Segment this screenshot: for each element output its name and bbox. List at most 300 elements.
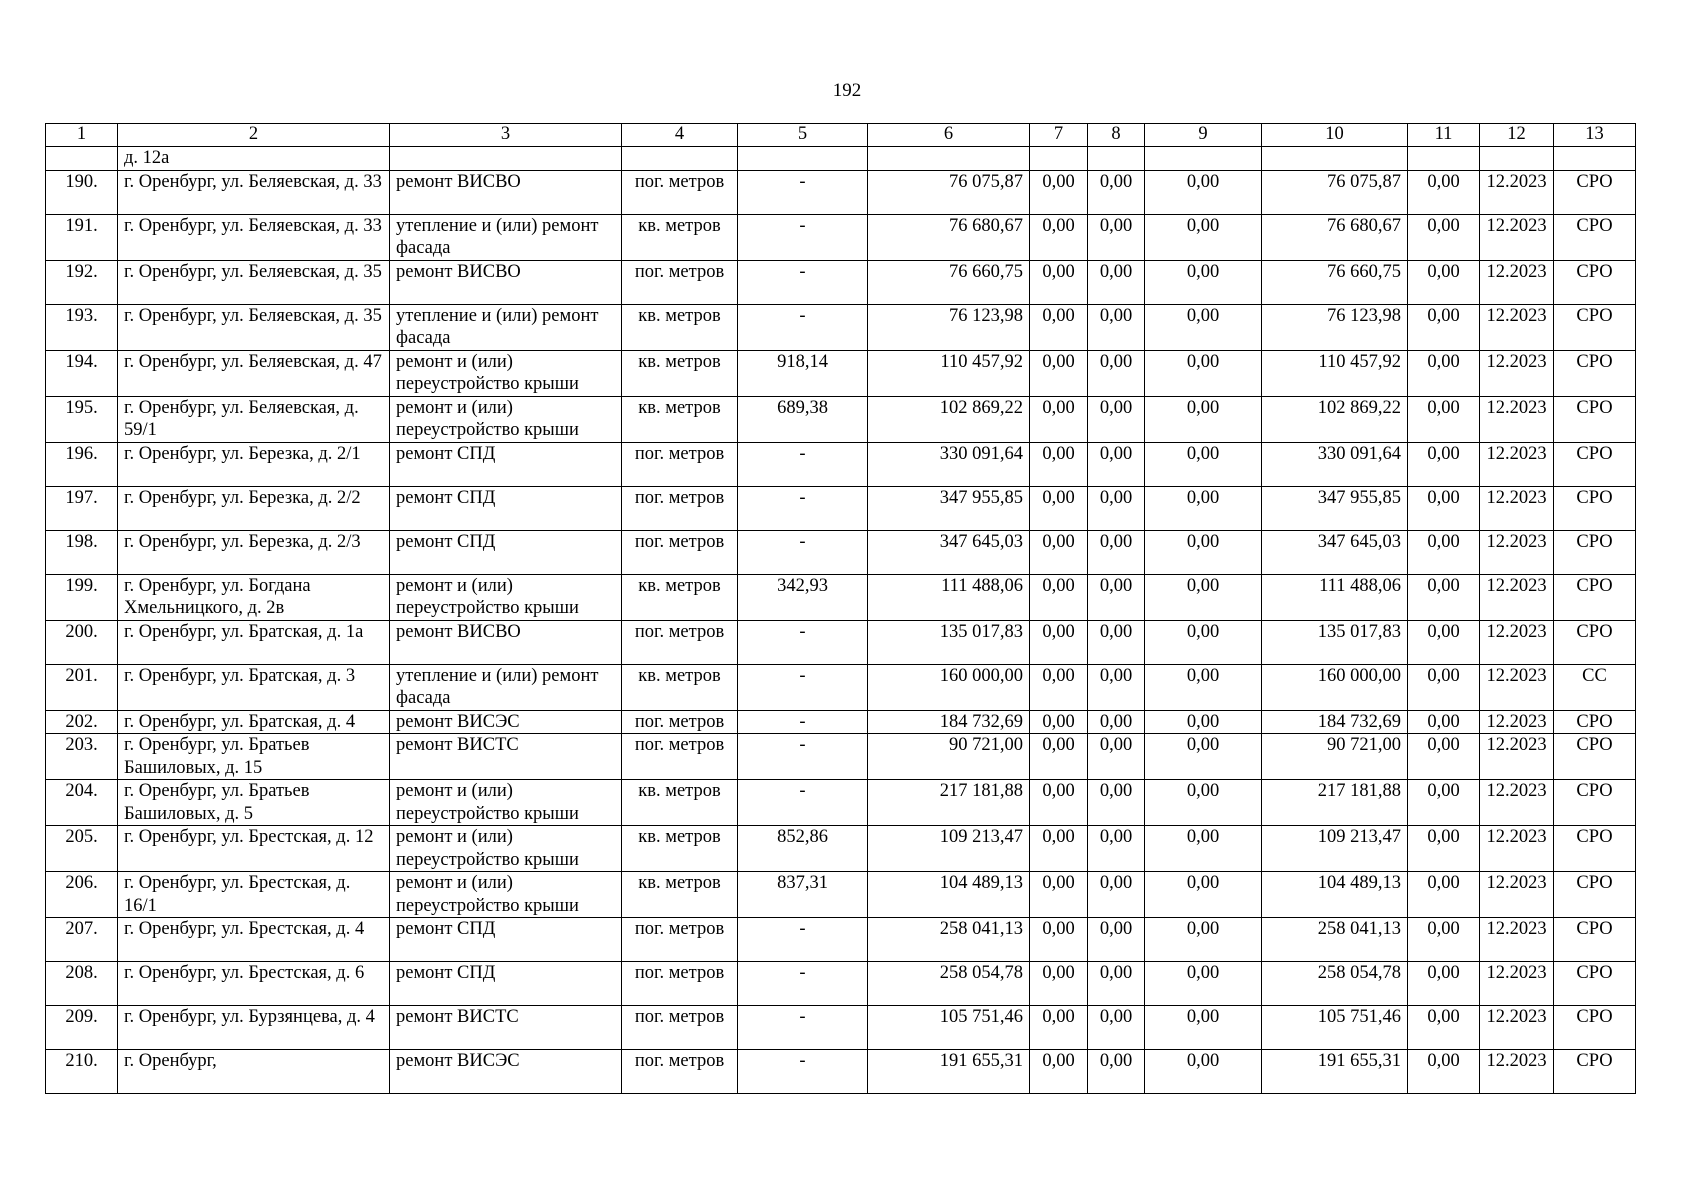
quantity: 918,14: [738, 350, 868, 396]
col11-value: 0,00: [1408, 826, 1480, 872]
total-cost: 105 751,46: [868, 1006, 1030, 1050]
total-cost: 135 017,83: [868, 620, 1030, 664]
row-number: 210.: [46, 1050, 118, 1094]
table-row: [46, 396, 1636, 442]
col7-value: 0,00: [1030, 780, 1088, 826]
col7-value: 0,00: [1030, 304, 1088, 350]
work-type: ремонт и (или) переустройство крыши: [390, 396, 622, 442]
quantity: -: [738, 442, 868, 486]
col11-value: 0,00: [1408, 350, 1480, 396]
row-number: [46, 147, 118, 171]
col7-value: 0,00: [1030, 1050, 1088, 1094]
column-header: 3: [390, 124, 622, 147]
table-row: [46, 918, 1636, 962]
col8-value: 0,00: [1088, 1050, 1145, 1094]
col8-value: 0,00: [1088, 710, 1145, 734]
table-row: [46, 1006, 1636, 1050]
unit: кв. метров: [622, 214, 738, 260]
work-type: ремонт и (или) переустройство крыши: [390, 780, 622, 826]
address: г. Оренбург, ул. Беляевская, д. 33: [118, 170, 390, 214]
table-row: [46, 620, 1636, 664]
total-cost: 109 213,47: [868, 826, 1030, 872]
col11-value: 0,00: [1408, 664, 1480, 710]
method: СРО: [1554, 170, 1636, 214]
work-type: ремонт СПД: [390, 530, 622, 574]
col8-value: 0,00: [1088, 734, 1145, 780]
col10-value: [1262, 147, 1408, 171]
col10-value: 330 091,64: [1262, 442, 1408, 486]
col8-value: 0,00: [1088, 918, 1145, 962]
address: г. Оренбург, ул. Беляевская, д. 47: [118, 350, 390, 396]
quantity: -: [738, 664, 868, 710]
quantity: -: [738, 1050, 868, 1094]
address: г. Оренбург, ул. Братьев Башиловых, д. 5: [118, 780, 390, 826]
col8-value: 0,00: [1088, 664, 1145, 710]
address: г. Оренбург, ул. Беляевская, д. 35: [118, 260, 390, 304]
col8-value: 0,00: [1088, 442, 1145, 486]
column-header: 13: [1554, 124, 1636, 147]
col9-value: 0,00: [1145, 962, 1262, 1006]
row-number: 208.: [46, 962, 118, 1006]
total-cost: 330 091,64: [868, 442, 1030, 486]
col7-value: [1030, 147, 1088, 171]
col11-value: 0,00: [1408, 396, 1480, 442]
unit: пог. метров: [622, 620, 738, 664]
quantity: -: [738, 734, 868, 780]
method: СРО: [1554, 396, 1636, 442]
completion-date: 12.2023: [1480, 574, 1554, 620]
col10-value: 76 680,67: [1262, 214, 1408, 260]
col7-value: 0,00: [1030, 574, 1088, 620]
row-number: 195.: [46, 396, 118, 442]
total-cost: 90 721,00: [868, 734, 1030, 780]
completion-date: [1480, 147, 1554, 171]
quantity: -: [738, 486, 868, 530]
col11-value: 0,00: [1408, 918, 1480, 962]
col9-value: 0,00: [1145, 530, 1262, 574]
work-type: ремонт ВИСВО: [390, 170, 622, 214]
col8-value: 0,00: [1088, 396, 1145, 442]
method: СРО: [1554, 1050, 1636, 1094]
total-cost: 76 680,67: [868, 214, 1030, 260]
table-row: [46, 442, 1636, 486]
quantity: -: [738, 260, 868, 304]
col10-value: 90 721,00: [1262, 734, 1408, 780]
address: г. Оренбург, ул. Брестская, д. 4: [118, 918, 390, 962]
work-type: ремонт ВИСТС: [390, 1006, 622, 1050]
col10-value: 258 054,78: [1262, 962, 1408, 1006]
address: г. Оренбург, ул. Богдана Хмельницкого, д. 2в: [118, 574, 390, 620]
address: г. Оренбург, ул. Березка, д. 2/3: [118, 530, 390, 574]
method: СРО: [1554, 734, 1636, 780]
completion-date: 12.2023: [1480, 734, 1554, 780]
completion-date: 12.2023: [1480, 396, 1554, 442]
row-number: 197.: [46, 486, 118, 530]
col11-value: 0,00: [1408, 214, 1480, 260]
method: СРО: [1554, 918, 1636, 962]
unit: пог. метров: [622, 710, 738, 734]
completion-date: 12.2023: [1480, 530, 1554, 574]
col10-value: 135 017,83: [1262, 620, 1408, 664]
col10-value: 76 123,98: [1262, 304, 1408, 350]
table-row: [46, 530, 1636, 574]
completion-date: 12.2023: [1480, 304, 1554, 350]
column-header: 7: [1030, 124, 1088, 147]
total-cost: 102 869,22: [868, 396, 1030, 442]
col9-value: 0,00: [1145, 664, 1262, 710]
col8-value: 0,00: [1088, 962, 1145, 1006]
quantity: -: [738, 214, 868, 260]
col11-value: 0,00: [1408, 780, 1480, 826]
unit: кв. метров: [622, 780, 738, 826]
unit: [622, 147, 738, 171]
unit: пог. метров: [622, 734, 738, 780]
col10-value: 104 489,13: [1262, 872, 1408, 918]
col11-value: 0,00: [1408, 1006, 1480, 1050]
method: СРО: [1554, 260, 1636, 304]
col7-value: 0,00: [1030, 710, 1088, 734]
row-number: 193.: [46, 304, 118, 350]
row-number: 196.: [46, 442, 118, 486]
col7-value: 0,00: [1030, 170, 1088, 214]
method: СРО: [1554, 574, 1636, 620]
method: [1554, 147, 1636, 171]
quantity: -: [738, 962, 868, 1006]
col7-value: 0,00: [1030, 350, 1088, 396]
col9-value: [1145, 147, 1262, 171]
col9-value: 0,00: [1145, 918, 1262, 962]
unit: кв. метров: [622, 350, 738, 396]
unit: пог. метров: [622, 1050, 738, 1094]
work-type: ремонт и (или) переустройство крыши: [390, 826, 622, 872]
address: г. Оренбург, ул. Беляевская, д. 33: [118, 214, 390, 260]
column-header: 1: [46, 124, 118, 147]
completion-date: 12.2023: [1480, 1006, 1554, 1050]
column-header: 12: [1480, 124, 1554, 147]
address: г. Оренбург, ул. Братьев Башиловых, д. 15: [118, 734, 390, 780]
col11-value: 0,00: [1408, 530, 1480, 574]
work-type: ремонт и (или) переустройство крыши: [390, 872, 622, 918]
col10-value: 110 457,92: [1262, 350, 1408, 396]
program-table: [45, 123, 1636, 1094]
column-number-row: [46, 124, 1636, 147]
method: СРО: [1554, 1006, 1636, 1050]
quantity: 689,38: [738, 396, 868, 442]
table-body: [46, 147, 1636, 1094]
completion-date: 12.2023: [1480, 918, 1554, 962]
work-type: утепление и (или) ремонт фасада: [390, 664, 622, 710]
col11-value: 0,00: [1408, 1050, 1480, 1094]
quantity: -: [738, 918, 868, 962]
col9-value: 0,00: [1145, 620, 1262, 664]
col7-value: 0,00: [1030, 826, 1088, 872]
table-row: [46, 1050, 1636, 1094]
col7-value: 0,00: [1030, 734, 1088, 780]
work-type: ремонт и (или) переустройство крыши: [390, 574, 622, 620]
col8-value: 0,00: [1088, 350, 1145, 396]
method: СРО: [1554, 780, 1636, 826]
col10-value: 111 488,06: [1262, 574, 1408, 620]
col8-value: 0,00: [1088, 304, 1145, 350]
column-header: 9: [1145, 124, 1262, 147]
work-type: ремонт ВИСВО: [390, 260, 622, 304]
column-header: 5: [738, 124, 868, 147]
completion-date: 12.2023: [1480, 780, 1554, 826]
quantity: -: [738, 530, 868, 574]
unit: пог. метров: [622, 170, 738, 214]
row-number: 205.: [46, 826, 118, 872]
total-cost: 347 645,03: [868, 530, 1030, 574]
unit: пог. метров: [622, 260, 738, 304]
row-number: 192.: [46, 260, 118, 304]
col10-value: 76 075,87: [1262, 170, 1408, 214]
method: СРО: [1554, 304, 1636, 350]
col8-value: [1088, 147, 1145, 171]
col10-value: 160 000,00: [1262, 664, 1408, 710]
col7-value: 0,00: [1030, 962, 1088, 1006]
table-row: [46, 826, 1636, 872]
row-number: 202.: [46, 710, 118, 734]
col9-value: 0,00: [1145, 170, 1262, 214]
quantity: 837,31: [738, 872, 868, 918]
col9-value: 0,00: [1145, 304, 1262, 350]
table-row: [46, 147, 1636, 171]
address: г. Оренбург, ул. Березка, д. 2/2: [118, 486, 390, 530]
unit: пог. метров: [622, 1006, 738, 1050]
table-row: [46, 872, 1636, 918]
col9-value: 0,00: [1145, 1050, 1262, 1094]
method: СРО: [1554, 962, 1636, 1006]
quantity: 852,86: [738, 826, 868, 872]
unit: кв. метров: [622, 396, 738, 442]
col9-value: 0,00: [1145, 710, 1262, 734]
row-number: 198.: [46, 530, 118, 574]
table-row: [46, 170, 1636, 214]
col10-value: 76 660,75: [1262, 260, 1408, 304]
address: г. Оренбург, ул. Братская, д. 3: [118, 664, 390, 710]
col11-value: 0,00: [1408, 710, 1480, 734]
unit: кв. метров: [622, 304, 738, 350]
address: г. Оренбург, ул. Бурзянцева, д. 4: [118, 1006, 390, 1050]
col7-value: 0,00: [1030, 664, 1088, 710]
col11-value: 0,00: [1408, 260, 1480, 304]
method: СС: [1554, 664, 1636, 710]
col11-value: 0,00: [1408, 734, 1480, 780]
quantity: -: [738, 710, 868, 734]
work-type: ремонт СПД: [390, 486, 622, 530]
method: СРО: [1554, 214, 1636, 260]
col9-value: 0,00: [1145, 260, 1262, 304]
col8-value: 0,00: [1088, 170, 1145, 214]
total-cost: 76 660,75: [868, 260, 1030, 304]
col11-value: [1408, 147, 1480, 171]
quantity: [738, 147, 868, 171]
col11-value: 0,00: [1408, 574, 1480, 620]
table-row: [46, 350, 1636, 396]
col11-value: 0,00: [1408, 620, 1480, 664]
address: г. Оренбург, ул. Брестская, д. 16/1: [118, 872, 390, 918]
col8-value: 0,00: [1088, 620, 1145, 664]
quantity: -: [738, 170, 868, 214]
col9-value: 0,00: [1145, 486, 1262, 530]
address: г. Оренбург, ул. Березка, д. 2/1: [118, 442, 390, 486]
column-header: 4: [622, 124, 738, 147]
col9-value: 0,00: [1145, 214, 1262, 260]
work-type: ремонт СПД: [390, 918, 622, 962]
row-number: 209.: [46, 1006, 118, 1050]
completion-date: 12.2023: [1480, 170, 1554, 214]
col8-value: 0,00: [1088, 1006, 1145, 1050]
col8-value: 0,00: [1088, 826, 1145, 872]
total-cost: 160 000,00: [868, 664, 1030, 710]
row-number: 199.: [46, 574, 118, 620]
total-cost: 111 488,06: [868, 574, 1030, 620]
table-row: [46, 486, 1636, 530]
method: СРО: [1554, 486, 1636, 530]
table-row: [46, 734, 1636, 780]
unit: кв. метров: [622, 872, 738, 918]
col7-value: 0,00: [1030, 214, 1088, 260]
method: СРО: [1554, 530, 1636, 574]
col10-value: 191 655,31: [1262, 1050, 1408, 1094]
col7-value: 0,00: [1030, 260, 1088, 304]
column-header: 10: [1262, 124, 1408, 147]
col9-value: 0,00: [1145, 442, 1262, 486]
col7-value: 0,00: [1030, 872, 1088, 918]
column-header: 11: [1408, 124, 1480, 147]
col10-value: 184 732,69: [1262, 710, 1408, 734]
method: СРО: [1554, 350, 1636, 396]
col8-value: 0,00: [1088, 260, 1145, 304]
row-number: 194.: [46, 350, 118, 396]
col9-value: 0,00: [1145, 826, 1262, 872]
col9-value: 0,00: [1145, 780, 1262, 826]
total-cost: 191 655,31: [868, 1050, 1030, 1094]
work-type: ремонт СПД: [390, 442, 622, 486]
unit: кв. метров: [622, 826, 738, 872]
unit: кв. метров: [622, 574, 738, 620]
total-cost: 104 489,13: [868, 872, 1030, 918]
completion-date: 12.2023: [1480, 214, 1554, 260]
completion-date: 12.2023: [1480, 486, 1554, 530]
unit: пог. метров: [622, 442, 738, 486]
address: г. Оренбург, ул. Братская, д. 1а: [118, 620, 390, 664]
address: г. Оренбург,: [118, 1050, 390, 1094]
column-header: 2: [118, 124, 390, 147]
method: СРО: [1554, 710, 1636, 734]
unit: пог. метров: [622, 530, 738, 574]
col8-value: 0,00: [1088, 872, 1145, 918]
total-cost: 184 732,69: [868, 710, 1030, 734]
col7-value: 0,00: [1030, 442, 1088, 486]
column-header: 6: [868, 124, 1030, 147]
completion-date: 12.2023: [1480, 872, 1554, 918]
col7-value: 0,00: [1030, 918, 1088, 962]
work-type: ремонт СПД: [390, 962, 622, 1006]
method: СРО: [1554, 620, 1636, 664]
col10-value: 347 955,85: [1262, 486, 1408, 530]
completion-date: 12.2023: [1480, 620, 1554, 664]
table-row: [46, 962, 1636, 1006]
col9-value: 0,00: [1145, 396, 1262, 442]
col10-value: 347 645,03: [1262, 530, 1408, 574]
col9-value: 0,00: [1145, 872, 1262, 918]
table-row: [46, 304, 1636, 350]
method: СРО: [1554, 872, 1636, 918]
total-cost: 76 075,87: [868, 170, 1030, 214]
total-cost: 347 955,85: [868, 486, 1030, 530]
col10-value: 109 213,47: [1262, 826, 1408, 872]
col7-value: 0,00: [1030, 486, 1088, 530]
total-cost: 217 181,88: [868, 780, 1030, 826]
completion-date: 12.2023: [1480, 1050, 1554, 1094]
quantity: 342,93: [738, 574, 868, 620]
completion-date: 12.2023: [1480, 350, 1554, 396]
table-row: [46, 574, 1636, 620]
method: СРО: [1554, 826, 1636, 872]
completion-date: 12.2023: [1480, 826, 1554, 872]
total-cost: [868, 147, 1030, 171]
row-number: 191.: [46, 214, 118, 260]
row-number: 201.: [46, 664, 118, 710]
col10-value: 258 041,13: [1262, 918, 1408, 962]
col8-value: 0,00: [1088, 780, 1145, 826]
work-type: [390, 147, 622, 171]
col9-value: 0,00: [1145, 574, 1262, 620]
row-number: 203.: [46, 734, 118, 780]
unit: пог. метров: [622, 962, 738, 1006]
col7-value: 0,00: [1030, 1006, 1088, 1050]
row-number: 206.: [46, 872, 118, 918]
method: СРО: [1554, 442, 1636, 486]
address: г. Оренбург, ул. Беляевская, д. 59/1: [118, 396, 390, 442]
col8-value: 0,00: [1088, 530, 1145, 574]
row-number: 204.: [46, 780, 118, 826]
col8-value: 0,00: [1088, 214, 1145, 260]
work-type: ремонт ВИСЭС: [390, 710, 622, 734]
col11-value: 0,00: [1408, 170, 1480, 214]
col11-value: 0,00: [1408, 304, 1480, 350]
table-row: [46, 780, 1636, 826]
row-number: 207.: [46, 918, 118, 962]
table-row: [46, 664, 1636, 710]
quantity: -: [738, 620, 868, 664]
row-number: 190.: [46, 170, 118, 214]
work-type: утепление и (или) ремонт фасада: [390, 304, 622, 350]
quantity: -: [738, 780, 868, 826]
address: г. Оренбург, ул. Беляевская, д. 35: [118, 304, 390, 350]
col11-value: 0,00: [1408, 872, 1480, 918]
work-type: ремонт ВИСЭС: [390, 1050, 622, 1094]
unit: пог. метров: [622, 918, 738, 962]
page-number: 192: [832, 80, 862, 101]
col10-value: 217 181,88: [1262, 780, 1408, 826]
total-cost: 76 123,98: [868, 304, 1030, 350]
col11-value: 0,00: [1408, 442, 1480, 486]
address: г. Оренбург, ул. Братская, д. 4: [118, 710, 390, 734]
completion-date: 12.2023: [1480, 664, 1554, 710]
row-number: 200.: [46, 620, 118, 664]
total-cost: 258 041,13: [868, 918, 1030, 962]
column-header: 8: [1088, 124, 1145, 147]
completion-date: 12.2023: [1480, 962, 1554, 1006]
work-type: ремонт ВИСТС: [390, 734, 622, 780]
completion-date: 12.2023: [1480, 260, 1554, 304]
address: г. Оренбург, ул. Брестская, д. 12: [118, 826, 390, 872]
col9-value: 0,00: [1145, 1006, 1262, 1050]
col7-value: 0,00: [1030, 396, 1088, 442]
col11-value: 0,00: [1408, 486, 1480, 530]
